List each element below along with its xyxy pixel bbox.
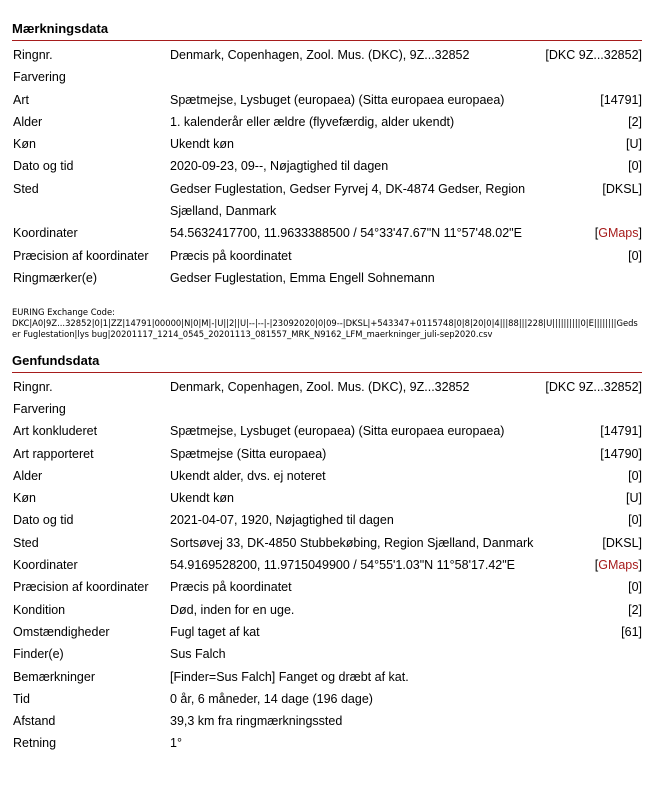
field-label: Art rapporteret: [13, 446, 94, 461]
field-code: [540, 267, 642, 289]
recovery-row-farvering: [12, 398, 642, 420]
field-code: [540, 710, 642, 732]
marking-row-sted: [12, 178, 642, 223]
recovery-row-bemaerkninger: [12, 666, 642, 688]
field-value: 1°: [170, 736, 182, 751]
field-code: [14790]: [600, 446, 642, 461]
field-code: [2]: [628, 602, 642, 617]
field-value: 2021-04-07, 1920, Nøjagtighed til dagen: [170, 513, 394, 528]
field-code: [14791]: [600, 424, 642, 439]
field-label: Art konkluderet: [13, 424, 98, 439]
recovery-table: [12, 376, 642, 755]
field-value: [170, 66, 540, 88]
recovery-row-tid: [12, 688, 642, 710]
field-value: Fugl taget af kat: [170, 624, 260, 639]
recovery-row-alder: [12, 465, 642, 487]
field-code: [DKC 9Z...32852]: [545, 379, 642, 394]
field-value: Denmark, Copenhagen, Zool. Mus. (DKC), 9Z...32852: [170, 379, 470, 394]
field-value: [Finder=Sus Falch] Fanget og dræbt af kat.: [170, 669, 409, 684]
field-code: [540, 398, 642, 420]
field-code: [540, 666, 642, 688]
recovery-row-dato-og-tid: [12, 509, 642, 531]
field-value: Gedser Fuglestation, Gedser Fyrvej 4, DK-4874 Gedser, Region Sjælland, Danmark: [170, 181, 526, 219]
marking-row-koen: [12, 133, 642, 155]
field-value: Denmark, Copenhagen, Zool. Mus. (DKC), 9Z...32852: [170, 48, 470, 62]
field-code: [GMaps]: [594, 558, 642, 573]
field-code: [0]: [628, 468, 642, 483]
recovery-row-finder-e: [12, 643, 642, 665]
euring-code: DKC|A0|9Z...32852|0|1|ZZ|14791|00000|N|0|M|-|U||2||U|--|--|-|23092020|0|09--|DKSL|+543347+0115748|0|8|20|0|4|||88|||228|U||||||||||0|E||||||||Gedser Fuglestation|lys bug|20201117_1214_0545_20201113_081557_MRK_N9162_LFM_maerkninger_juli-sep2020.csv: [12, 318, 638, 339]
field-value: 54.9169528200, 11.9715049900 / 54°55'1.03"N 11°58'17.42"E: [170, 558, 516, 573]
recovery-row-praecision-af-koordinater: [12, 576, 642, 598]
field-label: Køn: [13, 491, 36, 506]
field-label: Dato og tid: [13, 513, 74, 528]
euring-code-block: [12, 307, 642, 339]
field-value: Død, inden for en uge.: [170, 602, 295, 617]
recovery-section-title: Genfundsdata: [12, 340, 642, 373]
field-value: 39,3 km fra ringmærkningssted: [170, 714, 343, 729]
marking-row-ringnr: [12, 44, 642, 66]
euring-title: EURING Exchange Code:: [12, 307, 115, 318]
field-label: Alder: [13, 468, 43, 483]
field-code: [U]: [626, 491, 642, 506]
field-label: Ringmærker(e): [13, 270, 98, 285]
field-value: Spætmejse, Lysbuget (europaea) (Sitta europaea europaea): [170, 92, 505, 107]
marking-row-koordinater: [12, 222, 642, 244]
field-label: Præcision af koordinater: [13, 248, 149, 263]
recovery-row-koen: [12, 487, 642, 509]
recovery-row-kondition: [12, 599, 642, 621]
field-value: 1. kalenderår eller ældre (flyvefærdig, alder ukendt): [170, 114, 455, 129]
field-label: Retning: [13, 736, 57, 751]
field-label: Alder: [13, 114, 43, 129]
field-code: [DKSL]: [602, 181, 642, 196]
recovery-row-sted: [12, 532, 642, 554]
field-value: 0 år, 6 måneder, 14 dage (196 dage): [170, 691, 373, 706]
field-code: [0]: [628, 580, 642, 595]
field-label: Art: [13, 92, 29, 107]
field-code: [0]: [628, 248, 642, 263]
field-code: [GMaps]: [594, 226, 642, 241]
field-value: Ukendt køn: [170, 137, 234, 152]
field-code: [0]: [628, 513, 642, 528]
field-label: Køn: [13, 137, 36, 152]
field-label: Ringnr.: [13, 379, 53, 394]
field-code: [540, 732, 642, 754]
recovery-row-ringnr: [12, 376, 642, 398]
field-value: [170, 398, 540, 420]
field-label: Kondition: [13, 602, 66, 617]
field-code: [U]: [626, 137, 642, 152]
recovery-row-retning: [12, 732, 642, 754]
field-code: [540, 66, 642, 88]
field-code: [DKC 9Z...32852]: [545, 48, 642, 62]
field-label: Tid: [13, 691, 30, 706]
field-label: Finder(e): [13, 647, 64, 662]
gmaps-link[interactable]: GMaps: [598, 226, 639, 241]
gmaps-link[interactable]: GMaps: [598, 558, 639, 573]
marking-row-alder: [12, 111, 642, 133]
field-label: Bemærkninger: [13, 669, 95, 684]
field-value: Sus Falch: [170, 647, 226, 662]
field-label: Koordinater: [13, 558, 78, 573]
field-label: Sted: [13, 181, 39, 196]
field-label: Omstændigheder: [13, 624, 110, 639]
marking-row-art: [12, 89, 642, 111]
field-label: Farvering: [13, 70, 66, 85]
recovery-row-art-rapporteret: [12, 443, 642, 465]
marking-row-praecision-af-koordinater: [12, 245, 642, 267]
field-value: Spætmejse, Lysbuget (europaea) (Sitta europaea europaea): [170, 424, 505, 439]
field-label: Koordinater: [13, 226, 78, 241]
field-code: [DKSL]: [602, 535, 642, 550]
field-code: [61]: [621, 624, 642, 639]
field-value: 2020-09-23, 09--, Nøjagtighed til dagen: [170, 159, 389, 174]
field-value: Sortsøvej 33, DK-4850 Stubbekøbing, Region Sjælland, Danmark: [170, 535, 534, 550]
field-label: Præcision af koordinater: [13, 580, 149, 595]
marking-table: [12, 44, 642, 289]
marking-section-title: Mærkningsdata: [12, 0, 642, 41]
marking-row-ringmaerker-e: [12, 267, 642, 289]
field-code: [0]: [628, 159, 642, 174]
field-code: [14791]: [600, 92, 642, 107]
field-value: Ukendt alder, dvs. ej noteret: [170, 468, 326, 483]
field-label: Sted: [13, 535, 39, 550]
field-label: Ringnr.: [13, 48, 53, 62]
page: [12, 0, 642, 755]
field-code: [540, 643, 642, 665]
recovery-row-omstaendigheder: [12, 621, 642, 643]
marking-row-dato-og-tid: [12, 155, 642, 177]
field-value: Gedser Fuglestation, Emma Engell Sohnemann: [170, 270, 435, 285]
field-label: Afstand: [13, 714, 56, 729]
field-label: Dato og tid: [13, 159, 74, 174]
recovery-row-koordinater: [12, 554, 642, 576]
field-value: Ukendt køn: [170, 491, 234, 506]
field-value: 54.5632417700, 11.9633388500 / 54°33'47.67"N 11°57'48.02"E: [170, 226, 522, 241]
field-label: Farvering: [13, 401, 66, 416]
marking-row-farvering: [12, 66, 642, 88]
field-code: [540, 688, 642, 710]
field-value: Spætmejse (Sitta europaea): [170, 446, 327, 461]
field-value: Præcis på koordinatet: [170, 580, 292, 595]
field-code: [2]: [628, 114, 642, 129]
recovery-row-art-konkluderet: [12, 420, 642, 442]
field-value: Præcis på koordinatet: [170, 248, 292, 263]
recovery-row-afstand: [12, 710, 642, 732]
